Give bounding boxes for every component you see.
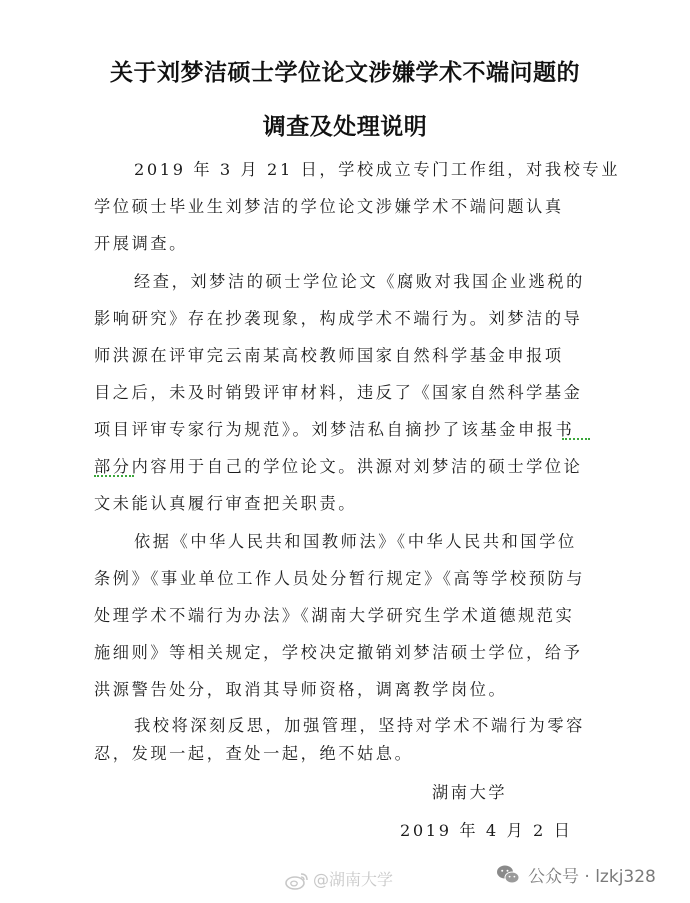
paragraph-2-line-7: 文未能认真履行审查把关职责。: [94, 494, 358, 513]
wechat-watermark: [496, 862, 656, 887]
document-title-line-1: 关于刘梦洁硕士学位论文涉嫌学术不端问题的: [110, 60, 580, 86]
paragraph-4-line-2: 忍，发现一起，查处一起，绝不姑息。: [94, 744, 414, 763]
weibo-watermark: [285, 867, 393, 890]
spellcheck-squiggle: [94, 471, 134, 477]
paragraph-1-line-1: 2019 年 3 月 21 日，学校成立专门工作组，对我校专业: [134, 160, 620, 179]
spellcheck-squiggle: [562, 434, 590, 440]
wechat-watermark-text: 公众号 · lzkj328: [528, 867, 656, 887]
paragraph-2-line-4: 目之后，未及时销毁评审材料，违反了《国家自然科学基金: [94, 383, 583, 402]
paragraph-4-line-1: 我校将深刻反思，加强管理，坚持对学术不端行为零容: [134, 716, 585, 735]
paragraph-2-line-2: 影响研究》存在抄袭现象，构成学术不端行为。刘梦洁的导: [94, 309, 583, 328]
paragraph-2-line-6: 部分内容用于自己的学位论文。洪源对刘梦洁的硕士学位论: [94, 457, 583, 476]
wechat-icon: [496, 864, 520, 886]
paragraph-1-line-2: 学位硕士毕业生刘梦洁的学位论文涉嫌学术不端问题认真: [94, 197, 564, 216]
paragraph-2-line-1: 经查，刘梦洁的硕士学位论文《腐败对我国企业逃税的: [134, 272, 585, 291]
paragraph-3-line-5: 洪源警告处分，取消其导师资格，调离教学岗位。: [94, 680, 508, 699]
paragraph-3-line-4: 施细则》等相关规定，学校决定撤销刘梦洁硕士学位，给予: [94, 643, 583, 662]
signature-organization: 湖南大学: [432, 783, 508, 802]
paragraph-3-line-2: 条例》《事业单位工作人员处分暂行规定》《高等学校预防与: [94, 569, 586, 588]
paragraph-3-line-1: 依据《中华人民共和国教师法》《中华人民共和国学位: [134, 532, 577, 551]
document-title-line-2: 调查及处理说明: [262, 114, 428, 140]
weibo-icon: [285, 872, 309, 890]
paragraph-1-line-3: 开展调查。: [94, 234, 188, 253]
paragraph-2-line-3: 师洪源在评审完云南某高校教师国家自然科学基金申报项: [94, 346, 564, 365]
paragraph-3-line-3: 处理学术不端行为办法》《湖南大学研究生学术道德规范实: [94, 606, 575, 625]
weibo-watermark-text: @湖南大学: [313, 870, 394, 889]
paragraph-2-line-5: 项目评审专家行为规范》。刘梦洁私自摘抄了该基金申报书: [94, 420, 575, 439]
signature-date: 2019 年 4 月 2 日: [400, 821, 573, 840]
